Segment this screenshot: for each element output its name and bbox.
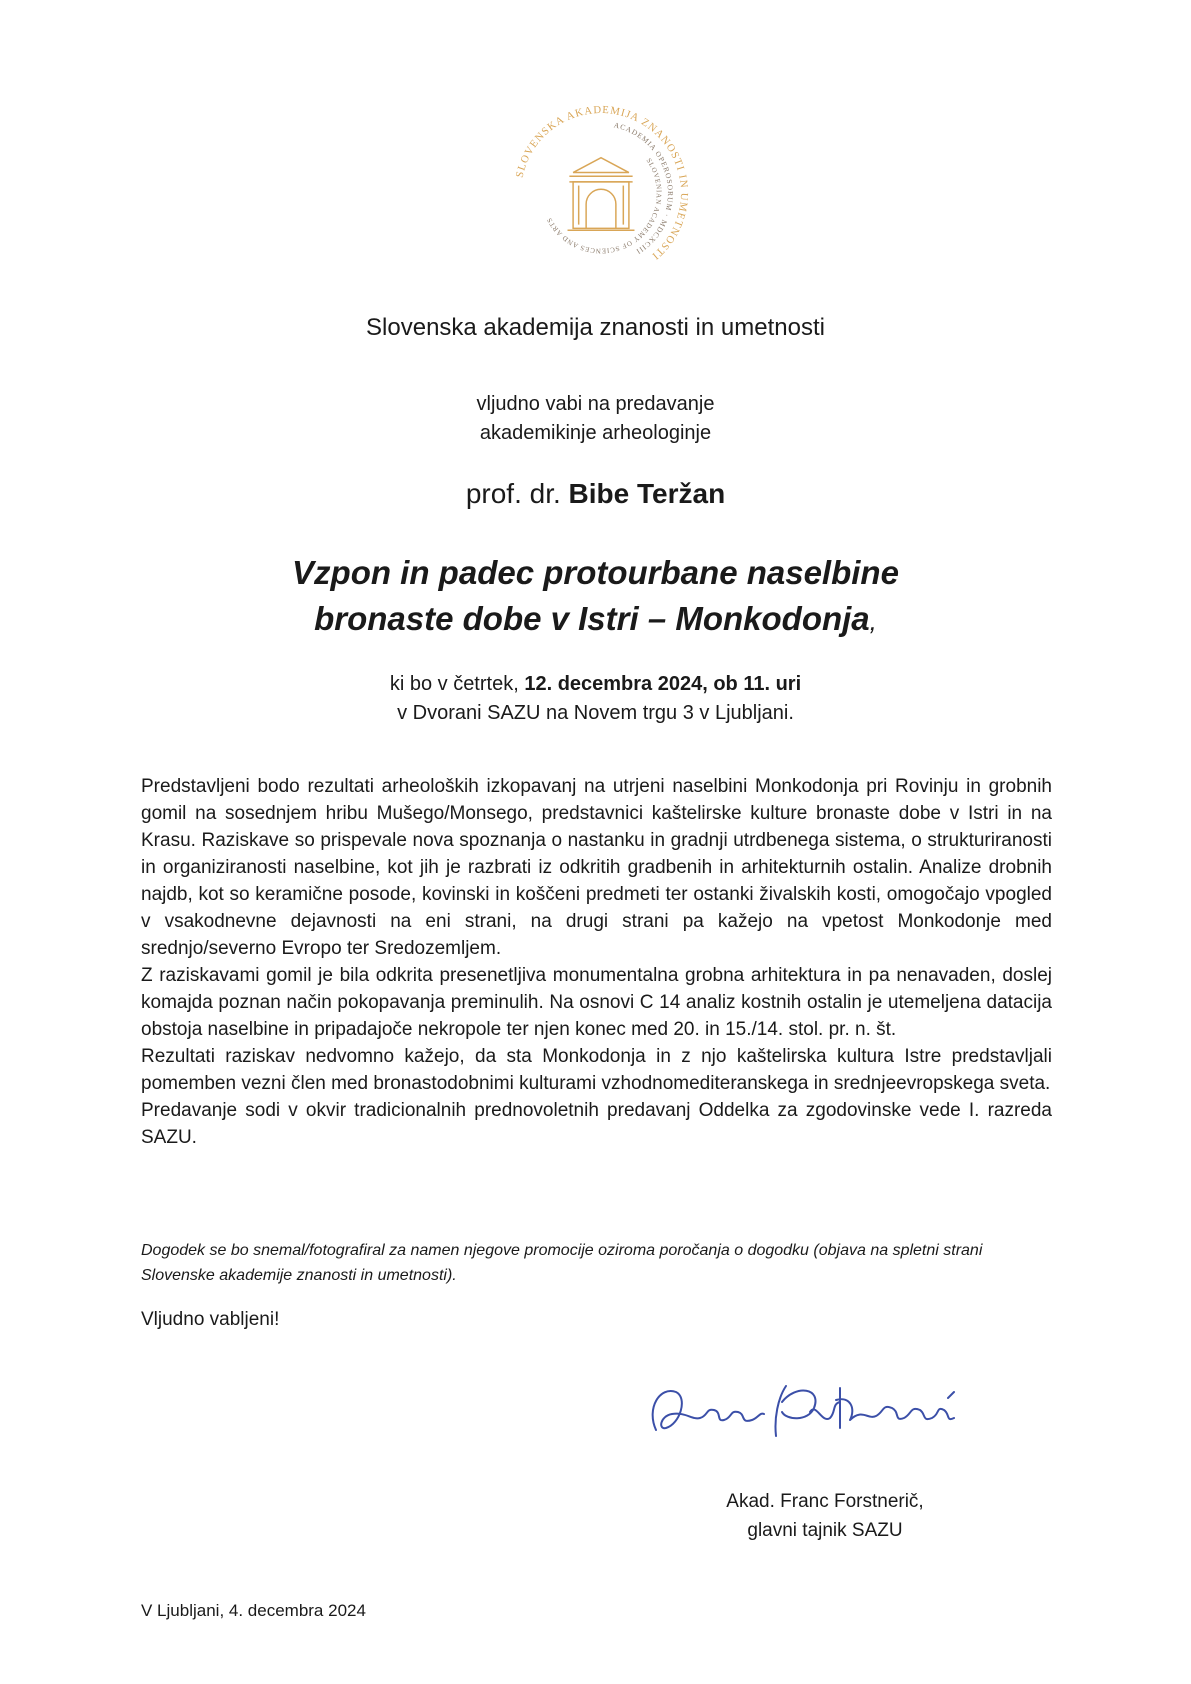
abstract-paragraph-3: Rezultati raziskav nedvomno kažejo, da sta Monkodonja in z njo kaštelirska kultura Istre predstavljali pomemben vezni člen med bronastodobnimi kulturami vzhodnomediteranskega in srednjeevropskega sveta. bbox=[141, 1046, 1052, 1094]
place-and-date: V Ljubljani, 4. decembra 2024 bbox=[141, 1601, 366, 1620]
lecture-title-comma: , bbox=[869, 606, 877, 636]
abstract-paragraph-4: Predavanje sodi v okvir tradicionalnih prednovoletnih predavanj Oddelka za zgodovinske vede I. razreda SAZU. bbox=[141, 1100, 1052, 1148]
lecture-title-line-2: bronaste dobe v Istri – Monkodonja bbox=[314, 600, 870, 637]
invite-line-2: akademikinje arheologinje bbox=[479, 422, 712, 444]
abstract-paragraph-2: Z raziskavami gomil je bila odkrita presenetljiva monumentalna grobna arhitektura in pa nenavaden, doslej komajda poznan način pokopavanja preminulih. Na osnovi C 14 analiz kostnih ostalin je utemeljena datacija obstoja naselbine in pripadajoče nekropole ter njen konec med 20. in 15./14. stol. pr. n. št. bbox=[141, 965, 1052, 1040]
invitation-text bbox=[0, 390, 1191, 448]
speaker-surname: Bibe Teržan bbox=[568, 478, 726, 509]
event-date-time: 12. decembra 2024, ob 11. uri bbox=[524, 673, 802, 695]
speaker-title: prof. dr. bbox=[465, 478, 569, 509]
recording-notice: Dogodek se bo snemal/fotografiral za namen njegove promocije oziroma poročanja o dogodku (objava na spletni strani Slovenske akademije znanosti in umetnosti). bbox=[141, 1242, 983, 1284]
lecture-title bbox=[0, 550, 1191, 644]
signatory bbox=[700, 1487, 950, 1545]
signatory-name: Akad. Franc Forstnerič, bbox=[726, 1491, 924, 1512]
svg-text:ACADEMIA OPEROSORUM · MDCXCIII: ACADEMIA OPEROSORUM · MDCXCIII bbox=[613, 120, 675, 257]
event-location: v Dvorani SAZU na Novem trgu 3 v Ljubljani. bbox=[397, 702, 794, 724]
svg-text:SLOVENSKA AKADEMIJA ZNANOSTI I: SLOVENSKA AKADEMIJA ZNANOSTI IN UMETNOSTI bbox=[513, 103, 691, 263]
organization-name: Slovenska akademija znanosti in umetnosti bbox=[366, 314, 825, 341]
speaker-name bbox=[0, 478, 1191, 510]
event-details bbox=[0, 670, 1191, 728]
arch-icon bbox=[568, 158, 635, 231]
svg-text:SLOVENIAN ACADEMY OF SCIENCES: SLOVENIAN ACADEMY OF SCIENCES AND ARTS bbox=[545, 156, 663, 255]
closing-greeting: Vljudno vabljeni! bbox=[141, 1309, 280, 1330]
event-when-prefix: ki bo v četrtek, bbox=[389, 673, 525, 695]
abstract-paragraph-1: Predstavljeni bodo rezultati arheoloških izkopavanj na utrjeni naselbini Monkodonja pri Rovinju in grobnih gomil na sosednjem hribu Mušego/Monsego, predstavnici kaštelirske kulture bronaste dobe v Istri in na Krasu. Raziskave so prispevale nova spoznanja o nastanku in gradnji utrdbenega sistema, o strukturiranosti in organiziranosti naselbine, kot jih je razbrati iz odkritih gradbenih in arhitekturnih ostalin. Analize drobnih najdb, kot so keramične posode, kovinski in koščeni predmeti ter ostanki živalskih kosti, omogočajo vpogled v vsakodnevne dejavnosti na eni strani, na drugi strani pa kažejo na vpetost Monkodonje med srednjo/severno Evropo ter Sredozemljem. bbox=[141, 776, 1052, 959]
academy-seal-logo bbox=[508, 100, 694, 286]
handwritten-signature bbox=[636, 1368, 976, 1458]
lecture-abstract bbox=[141, 773, 1052, 1151]
invite-line-1: vljudno vabi na predavanje bbox=[476, 393, 715, 415]
lecture-title-line-1: Vzpon in padec protourbane naselbine bbox=[292, 554, 899, 591]
signatory-role: glavni tajnik SAZU bbox=[747, 1520, 903, 1541]
